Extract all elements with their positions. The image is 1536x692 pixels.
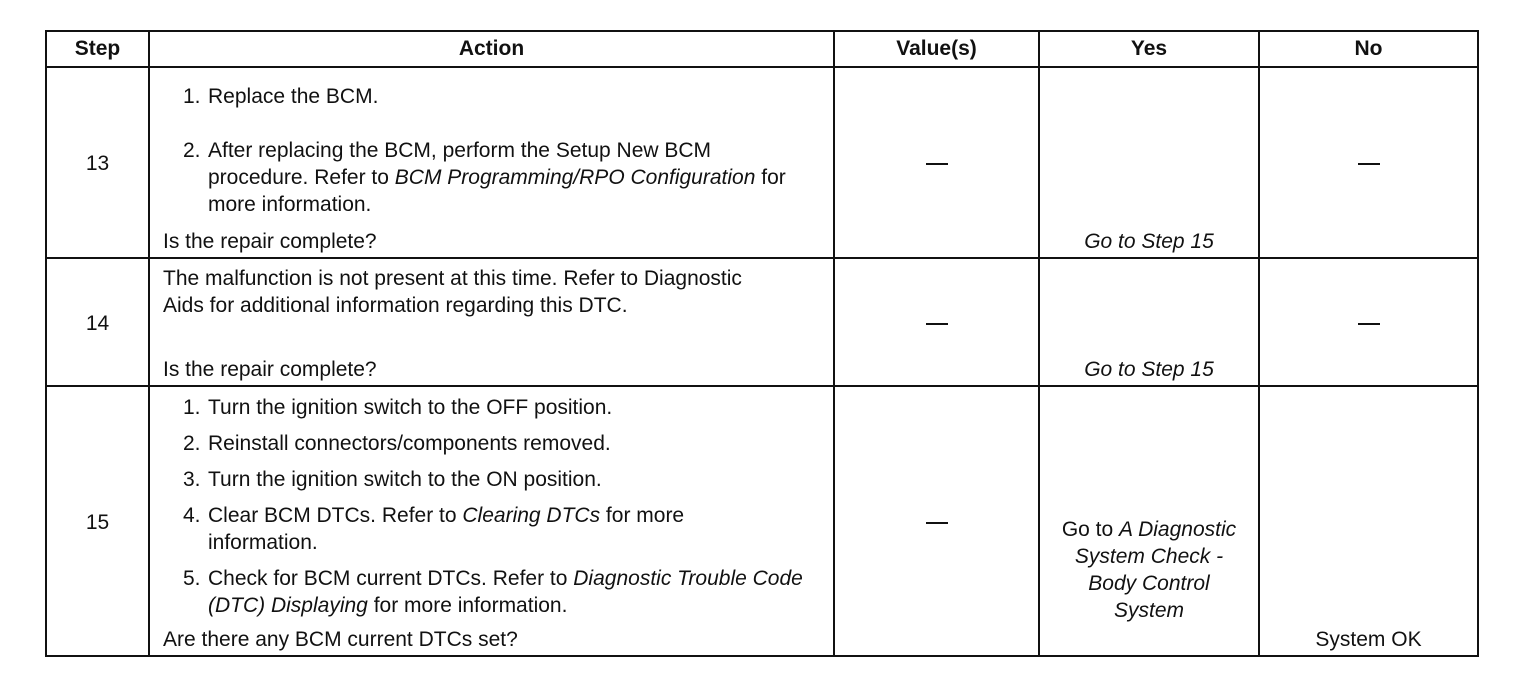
no-cell	[1259, 258, 1478, 386]
no-cell	[1259, 386, 1478, 656]
system-ok-text: System OK	[1315, 628, 1422, 651]
item-number: 4.	[183, 504, 201, 527]
action-cell	[149, 386, 834, 656]
header-no: No	[1259, 31, 1478, 67]
dash-mark	[926, 522, 948, 524]
action-cell	[149, 258, 834, 386]
go-to-step-link[interactable]: Go to Step 15	[1084, 230, 1214, 253]
dash-mark	[926, 323, 948, 325]
table-row	[46, 386, 1478, 656]
dash-mark	[926, 163, 948, 165]
action-paragraph: The malfunction is not present at this time. Refer to Diagnostic Aids for additional information regarding this DTC.	[163, 267, 742, 317]
question-text: Is the repair complete?	[163, 230, 377, 253]
item-number: 2.	[183, 432, 201, 455]
go-to-system-check-link[interactable]	[1040, 516, 1258, 624]
action-cell	[149, 67, 834, 258]
yes-cell	[1039, 67, 1259, 258]
list-item	[150, 137, 833, 218]
item-text: for more information.	[208, 166, 786, 216]
values-cell	[834, 258, 1039, 386]
yes-cell	[1039, 386, 1259, 656]
item-text: Replace the BCM.	[208, 85, 379, 108]
reference-link[interactable]: Clearing DTCs	[462, 504, 601, 527]
go-to-step-link[interactable]: Go to Step 15	[1084, 358, 1214, 381]
item-number: 1.	[183, 396, 201, 419]
item-text: Check for BCM current DTCs. Refer to	[208, 567, 574, 590]
step-number: 13	[85, 152, 110, 175]
table-row	[46, 258, 1478, 386]
item-number: 2.	[183, 139, 201, 162]
header-values: Value(s)	[834, 31, 1039, 67]
item-number: 5.	[183, 567, 201, 590]
item-text: for more information.	[367, 594, 568, 617]
step-number: 14	[85, 312, 110, 335]
go-to-prefix: Go to	[1061, 518, 1120, 541]
values-cell	[834, 67, 1039, 258]
list-item	[150, 466, 833, 493]
step-cell	[46, 258, 149, 386]
question-text: Is the repair complete?	[163, 358, 377, 381]
dash-mark	[1358, 323, 1380, 325]
list-item	[150, 502, 833, 556]
table-row	[46, 67, 1478, 258]
item-number: 3.	[183, 468, 201, 491]
question-text: Are there any BCM current DTCs set?	[163, 628, 518, 651]
list-item	[150, 430, 833, 457]
list-item	[150, 394, 833, 421]
header-step: Step	[46, 31, 149, 67]
action-list	[150, 387, 833, 619]
item-number: 1.	[183, 85, 201, 108]
list-item	[150, 83, 833, 110]
diagnostic-table	[45, 30, 1479, 657]
item-text: Clear BCM DTCs. Refer to	[208, 504, 463, 527]
no-cell	[1259, 67, 1478, 258]
reference-link[interactable]: Diagnostic Trouble Code (DTC) Displaying	[208, 567, 803, 617]
step-cell	[46, 386, 149, 656]
values-cell	[834, 386, 1039, 656]
reference-link[interactable]: BCM Programming/RPO Configuration	[394, 166, 756, 189]
header-row	[46, 31, 1478, 67]
header-yes: Yes	[1039, 31, 1259, 67]
action-list	[150, 68, 833, 218]
yes-cell	[1039, 258, 1259, 386]
item-text: Reinstall connectors/components removed.	[208, 432, 611, 455]
header-action: Action	[149, 31, 834, 67]
item-text: After replacing the BCM, perform the Setup New BCM procedure. Refer to	[208, 139, 712, 189]
step-number: 15	[85, 511, 110, 534]
step-cell	[46, 67, 149, 258]
item-text: for more information.	[208, 504, 685, 554]
item-text: Turn the ignition switch to the ON position.	[208, 468, 602, 491]
system-check-title[interactable]: A Diagnostic System Check - Body Control System	[1074, 518, 1237, 622]
dash-mark	[1358, 163, 1380, 165]
item-text: Turn the ignition switch to the OFF position.	[208, 396, 613, 419]
list-item	[150, 565, 833, 619]
